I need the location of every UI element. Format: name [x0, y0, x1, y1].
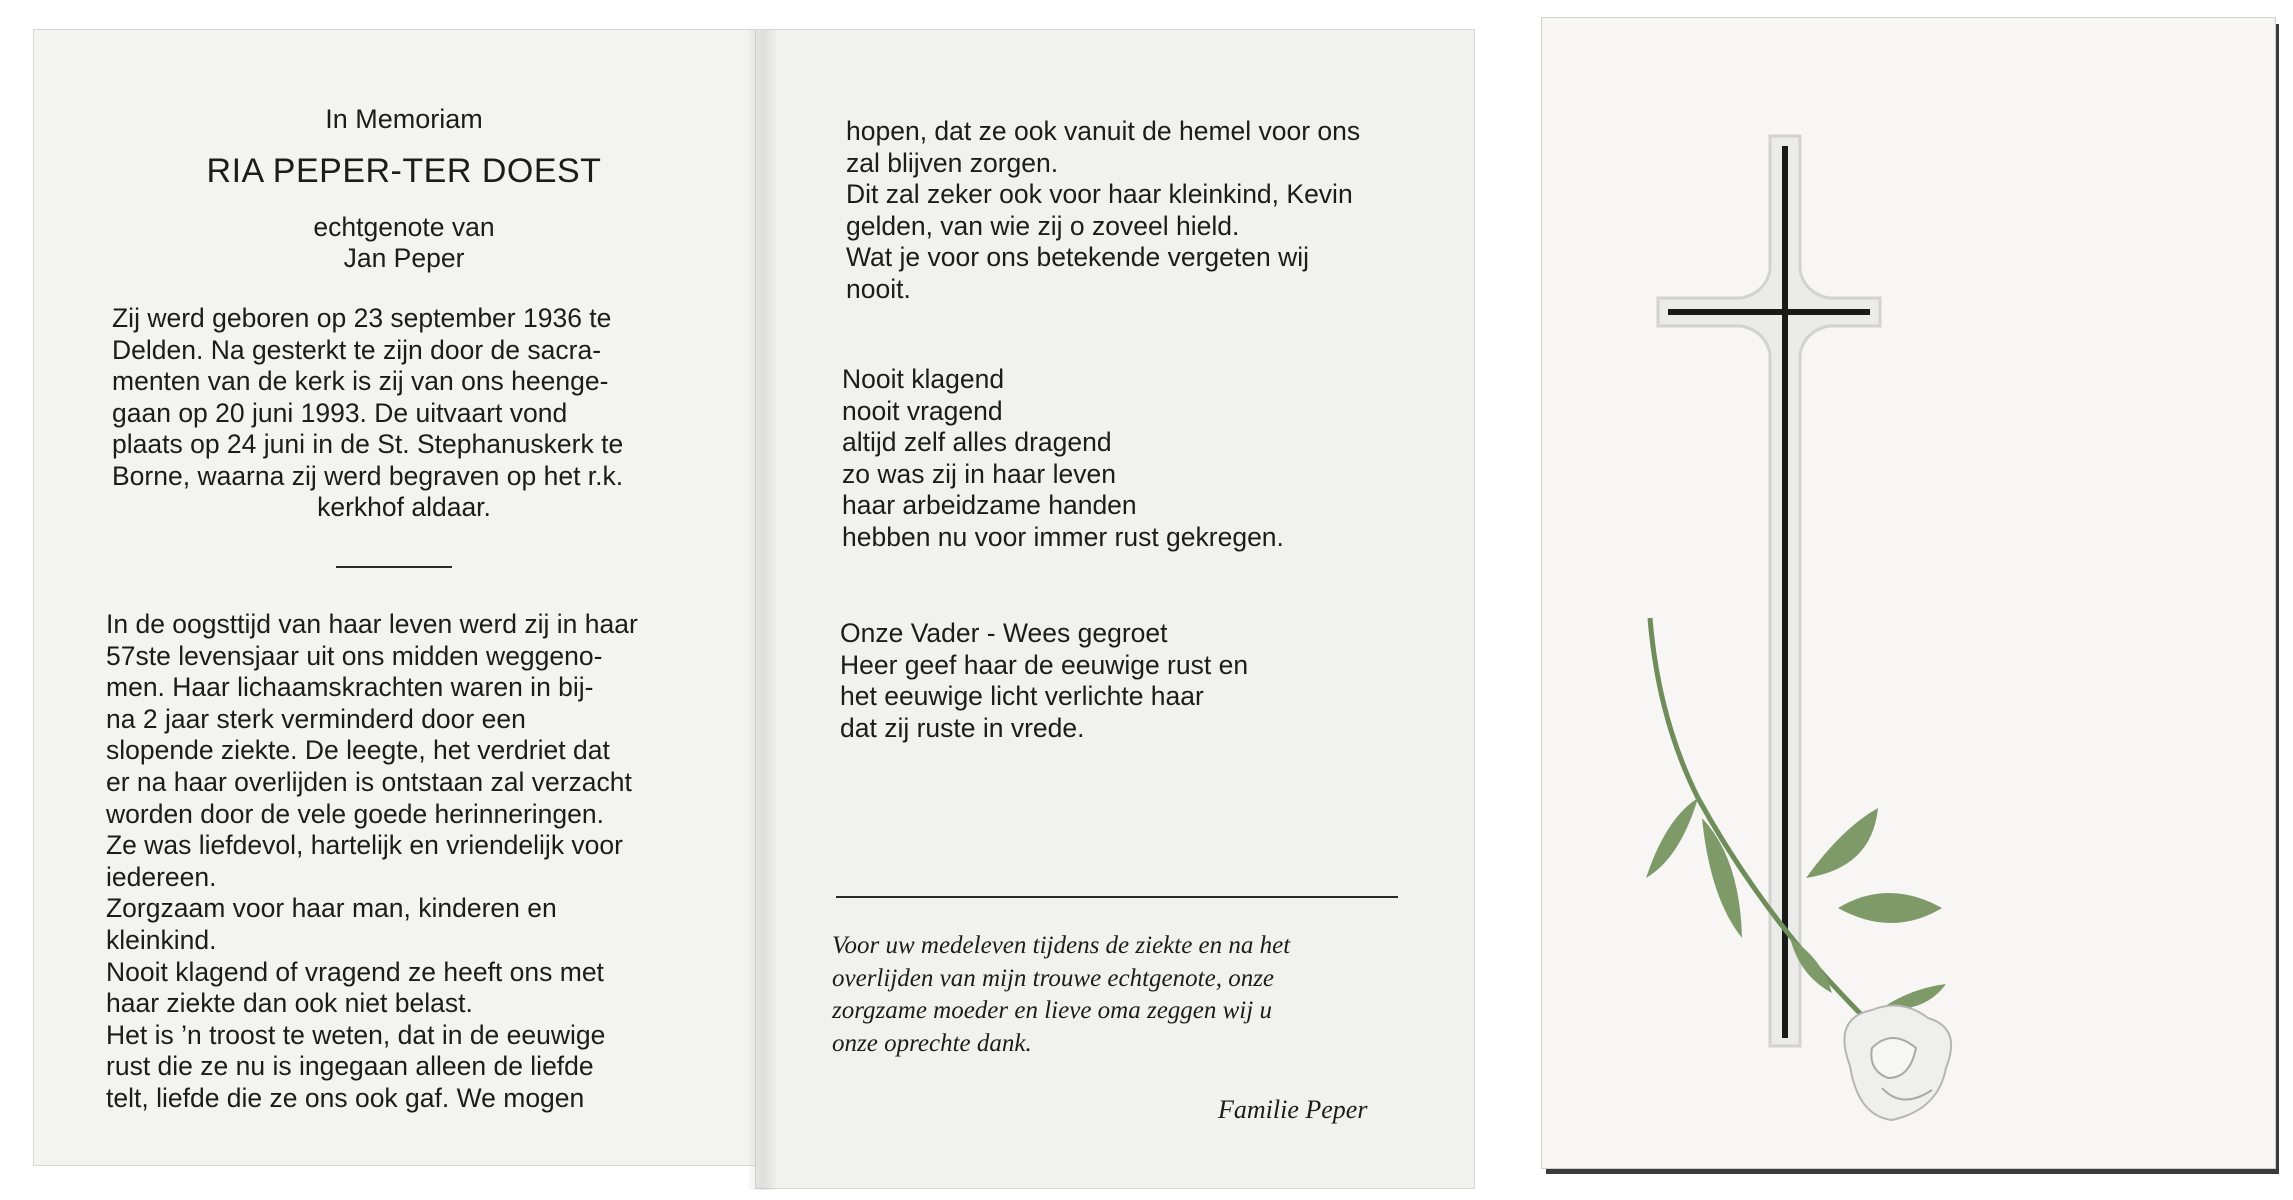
deceased-name: RIA PEPER-TER DOEST: [206, 152, 602, 190]
family-signature: Familie Peper: [1218, 1095, 1368, 1124]
in-memoriam-heading: In Memoriam: [325, 104, 483, 134]
rose-leaf: [1646, 798, 1698, 878]
spouse-label: echtgenote van: [313, 212, 495, 242]
cross-vertical-bar: [1782, 146, 1788, 1038]
biography-last-line: kerkhof aldaar.: [317, 492, 491, 522]
remembrance-text-middle: hopen, dat ze ook vanuit de hemel voor ons zal blijven zorgen. Dit zal zeker ook voor haar kleinkind, Kevin gelden, van wie zij o zoveel hield. Wat je voor ons betekende vergeten wij nooit.: [846, 116, 1361, 304]
long-divider: [836, 896, 1398, 898]
cross-horizontal-bar: [1668, 309, 1870, 315]
cross-rose-illustration: [1542, 18, 2275, 1168]
remembrance-text-left: In de oogsttijd van haar leven werd zij in haar 57ste levensjaar uit ons midden weggeno- men. Haar lichaamskrachten waren in bij- na 2 jaar sterk verminderd door een slopende ziekte. De leegte, het verdriet dat er na haar overlijden is ontstaan zal verzacht worden door de vele goede herinneringen. Ze was liefdevol, hartelijk en vriendelijk voor iedereen. Zorgzaam voor haar man, kinderen en kleinkind. Nooit klagend of vragend ze heeft ons met haar ziekte dan ook niet belast. Het is ’n troost te weten, dat in de eeuwige rust die ze nu is ingegaan alleen de liefde telt, liefde die ze ons ook gaf. We mogen: [106, 609, 638, 1113]
card-fold: [748, 30, 776, 1190]
biography-text: Zij werd geboren op 23 september 1936 te Delden. Na gesterkt te zijn door de sacra- menten van de kerk is zij van ons heenge- gaan op 20 juni 1993. De uitvaart vond plaats op 24 juni in de St. Stephanuskerk te Borne, waarna zij werd begraven op het r.k.: [112, 303, 624, 491]
spouse-name: Jan Peper: [343, 243, 465, 273]
rose-leaf: [1838, 893, 1942, 923]
thanks-text: Voor uw medeleven tijdens de ziekte en na het overlijden van mijn trouwe echtgenote, onze zorgzame moeder en lieve oma zeggen wij u onze oprechte dank.: [832, 932, 1291, 1057]
rose-leaf: [1806, 808, 1878, 878]
poem-text: Nooit klagend nooit vragend altijd zelf alles dragend zo was zij in haar leven haar arbeidzame handen hebben nu voor immer rust gekregen.: [842, 364, 1284, 552]
prayer-text: Onze Vader - Wees gegroet Heer geef haar de eeuwige rust en het eeuwige licht verlichte haar dat zij ruste in vrede.: [840, 618, 1249, 743]
short-divider: [336, 566, 452, 568]
